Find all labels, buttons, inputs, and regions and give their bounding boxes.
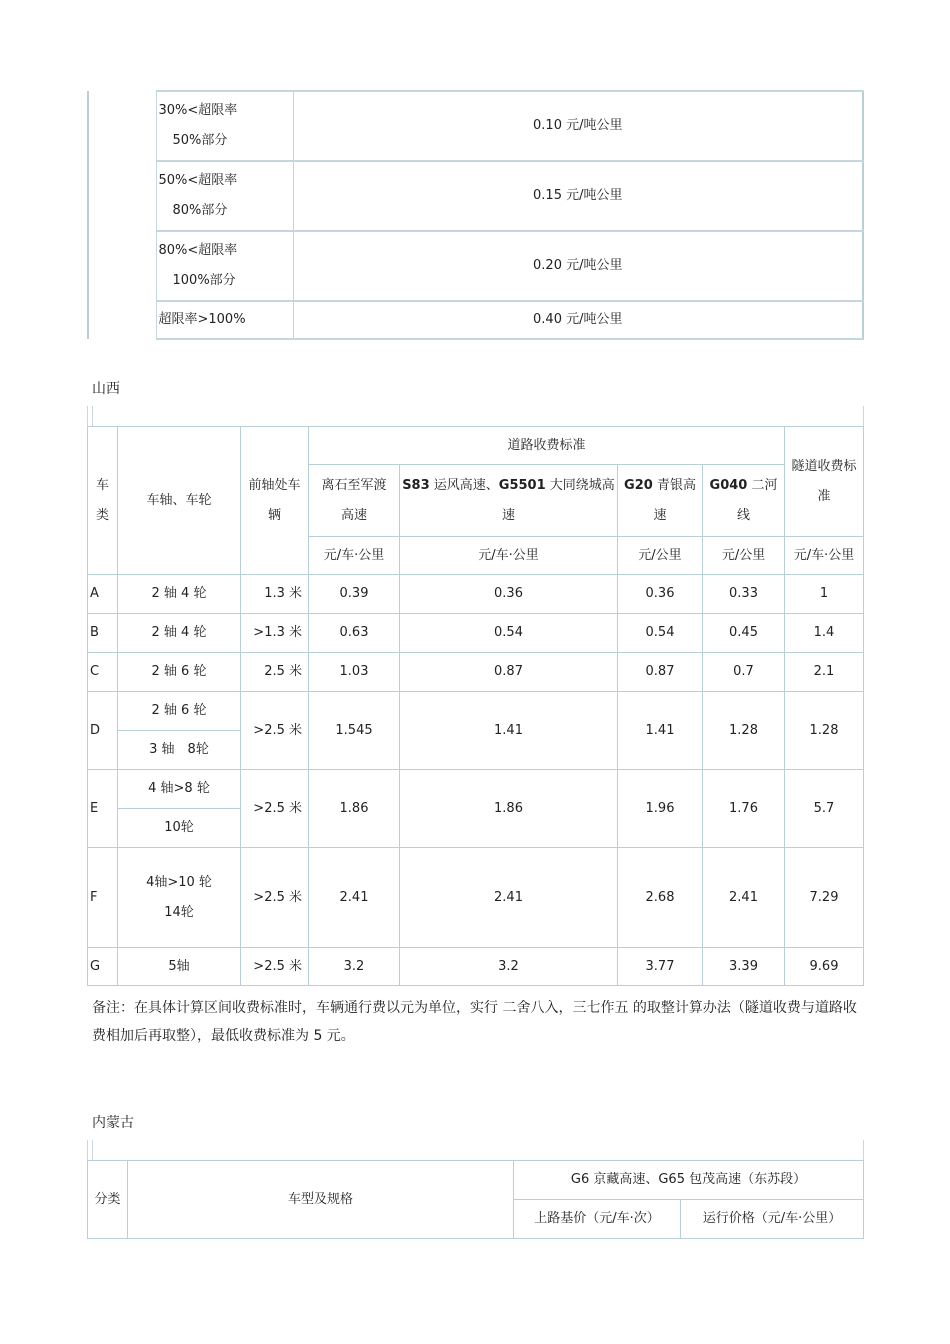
class-cell: A (88, 575, 118, 614)
front-axle-cell: >2.5 米 (241, 848, 309, 948)
table-top-strip (87, 1140, 864, 1160)
front-axle-cell: 2.5 米 (241, 653, 309, 692)
value-cell: 0.39 (309, 575, 400, 614)
front-axle-cell: >2.5 米 (241, 948, 309, 986)
header-vehicle-spec: 车型及规格 (128, 1161, 514, 1239)
value-cell: 1.86 (400, 770, 618, 848)
value-cell: 3.39 (703, 948, 785, 986)
value-cell: 2.41 (703, 848, 785, 948)
neimenggu-toll-table (87, 1160, 864, 1239)
value-cell: 5.7 (785, 770, 864, 848)
value-cell: 1.41 (400, 692, 618, 770)
axle-cell: 4轴>10 轮 14轮 (118, 848, 241, 948)
value-cell: 0.63 (309, 614, 400, 653)
header-highway: G6 京藏高速、G65 包茂高速（东苏段） (514, 1161, 864, 1200)
table-row (88, 948, 864, 986)
value-cell: 3.77 (618, 948, 703, 986)
axle-cell: 4 轴>8 轮 (118, 770, 241, 809)
value-cell: 0.45 (703, 614, 785, 653)
header-col-g040: G040 二河线 (703, 465, 785, 537)
header-vehicle-class: 车类 (88, 427, 118, 575)
value-cell: 2.41 (400, 848, 618, 948)
table-row (88, 770, 864, 809)
axle-cell: 5轴 (118, 948, 241, 986)
value-cell: 0.7 (703, 653, 785, 692)
value-cell: 1.76 (703, 770, 785, 848)
overlimit-rate-cell: 0.40 元/吨公里 (293, 301, 863, 339)
front-axle-cell: >2.5 米 (241, 770, 309, 848)
axle-cell: 2 轴 4 轮 (118, 614, 241, 653)
header-front-axle: 前轴处车辆 (241, 427, 309, 575)
value-cell: 0.36 (400, 575, 618, 614)
table-row (88, 848, 864, 948)
value-cell: 0.33 (703, 575, 785, 614)
axle-cell: 2 轴 6 轮 (118, 692, 241, 731)
value-cell: 0.87 (400, 653, 618, 692)
value-cell: 2.41 (309, 848, 400, 948)
value-cell: 1.03 (309, 653, 400, 692)
header-col-lishi-jundu: 离石至军渡高速 (309, 465, 400, 537)
front-axle-cell: >2.5 米 (241, 692, 309, 770)
front-axle-cell: >1.3 米 (241, 614, 309, 653)
axle-cell: 2 轴 4 轮 (118, 575, 241, 614)
unit-cell: 元/车·公里 (785, 537, 864, 575)
table-row (88, 575, 864, 614)
overlimit-range-cell: 超限率>100% (156, 301, 293, 339)
value-cell: 1.28 (785, 692, 864, 770)
value-cell: 0.87 (618, 653, 703, 692)
value-cell: 7.29 (785, 848, 864, 948)
table-row (88, 614, 864, 653)
value-cell: 2.68 (618, 848, 703, 948)
value-cell: 3.2 (400, 948, 618, 986)
front-axle-cell: 1.3 米 (241, 575, 309, 614)
value-cell: 1.4 (785, 614, 864, 653)
overlimit-range-cell: 80%<超限率 100%部分 (156, 231, 293, 301)
header-run-price: 运行价格（元/车·公里） (681, 1200, 864, 1239)
value-cell: 3.2 (309, 948, 400, 986)
shanxi-note: 备注：在具体计算区间收费标准时，车辆通行费以元为单位，实行 二舍八入，三七作五 的取整计算办法（隧道收费与道路收费相加后再取整），最低收费标准为 5 元。 (92, 1000, 857, 1044)
overlimit-rate-cell: 0.15 元/吨公里 (293, 161, 863, 231)
overlimit-rate-cell: 0.20 元/吨公里 (293, 231, 863, 301)
header-category: 分类 (88, 1161, 128, 1239)
overlimit-range-cell: 50%<超限率 80%部分 (156, 161, 293, 231)
value-cell: 1.96 (618, 770, 703, 848)
axle-cell: 3 轴 8轮 (118, 731, 241, 770)
value-cell: 1 (785, 575, 864, 614)
class-cell: F (88, 848, 118, 948)
class-cell: G (88, 948, 118, 986)
value-cell: 1.41 (618, 692, 703, 770)
header-tunnel-standard: 隧道收费标准 (785, 427, 864, 537)
unit-cell: 元/车·公里 (400, 537, 618, 575)
table-row (88, 692, 864, 731)
value-cell: 0.54 (400, 614, 618, 653)
unit-cell: 元/公里 (618, 537, 703, 575)
header-col-s83-g5501: S83 运风高速、G5501 大同绕城高速 (400, 465, 618, 537)
neimenggu-caption: 内蒙古 (92, 1115, 134, 1131)
value-cell: 1.545 (309, 692, 400, 770)
header-col-g20: G20 青银高速 (618, 465, 703, 537)
overlimit-rate-table (87, 90, 864, 340)
header-axles-wheels: 车轴、车轮 (118, 427, 241, 575)
unit-cell: 元/公里 (703, 537, 785, 575)
value-cell: 2.1 (785, 653, 864, 692)
value-cell: 1.28 (703, 692, 785, 770)
axle-cell: 2 轴 6 轮 (118, 653, 241, 692)
table-top-strip (87, 406, 864, 426)
empty-category-cell (88, 91, 156, 339)
value-cell: 1.86 (309, 770, 400, 848)
value-cell: 0.36 (618, 575, 703, 614)
overlimit-range-cell: 30%<超限率 50%部分 (156, 91, 293, 161)
shanxi-caption: 山西 (92, 381, 120, 397)
class-cell: D (88, 692, 118, 770)
axle-cell: 10轮 (118, 809, 241, 848)
value-cell: 9.69 (785, 948, 864, 986)
class-cell: C (88, 653, 118, 692)
header-road-standard: 道路收费标准 (309, 427, 785, 465)
class-cell: B (88, 614, 118, 653)
value-cell: 0.54 (618, 614, 703, 653)
unit-cell: 元/车·公里 (309, 537, 400, 575)
table-row (88, 653, 864, 692)
class-cell: E (88, 770, 118, 848)
header-base-price: 上路基价（元/车·次） (514, 1200, 681, 1239)
shanxi-toll-table (87, 426, 864, 986)
overlimit-rate-cell: 0.10 元/吨公里 (293, 91, 863, 161)
